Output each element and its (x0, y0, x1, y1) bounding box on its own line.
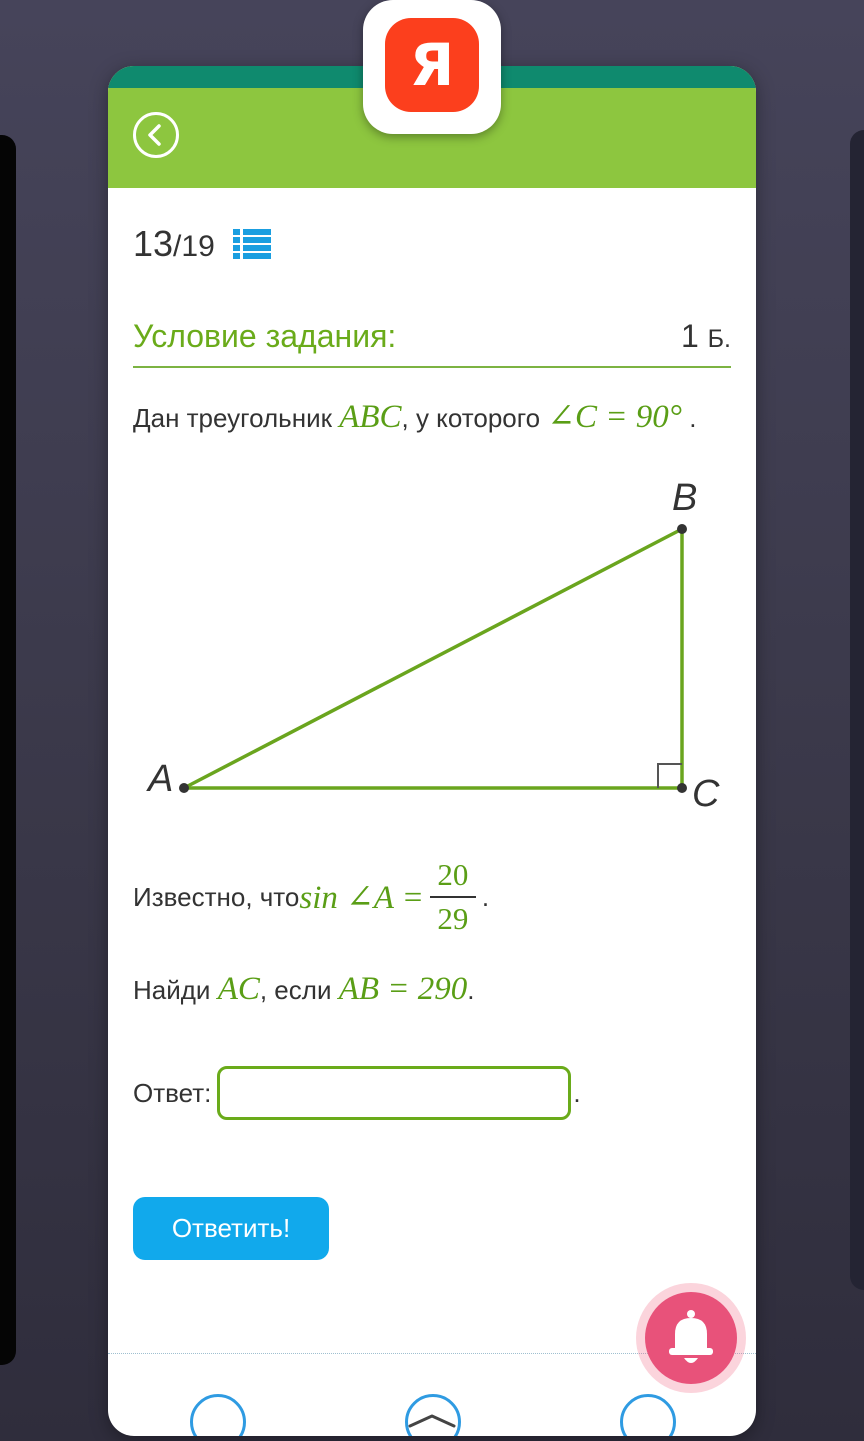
statement-text: Найди (133, 975, 218, 1005)
given-segment: AB = 290 (338, 971, 468, 1007)
sine-fraction (430, 856, 476, 938)
fraction-bar (430, 896, 476, 898)
bottom-nav (108, 1386, 756, 1436)
statement-text: . (681, 403, 697, 433)
angle-expression: ∠C = 90° (547, 399, 682, 435)
vertex-b-label: B (672, 477, 698, 519)
fraction-numerator: 20 (437, 857, 469, 892)
vertex-a-dot (179, 783, 189, 793)
triangle-name: ABC (339, 399, 402, 435)
task-points-value: 1 (680, 318, 699, 354)
triangle-figure (108, 466, 756, 826)
side-card-left[interactable] (0, 135, 16, 1365)
answer-suffix: . (573, 1077, 581, 1108)
list-icon[interactable] (233, 227, 271, 261)
side-card-right[interactable] (850, 130, 864, 1290)
question-line (133, 971, 475, 1008)
back-icon (136, 115, 176, 155)
fraction-denominator: 29 (437, 901, 469, 936)
task-condition-header (133, 312, 731, 368)
task-counter-text (133, 223, 215, 265)
app-launcher-icon[interactable] (363, 0, 501, 134)
notifications-button[interactable] (636, 1283, 746, 1393)
task-points (681, 318, 731, 355)
statement-text: , если (259, 975, 339, 1005)
task-condition-title: Условие задания: (133, 318, 397, 354)
statement-text: Известно, что (133, 881, 300, 912)
given-sine-line (133, 856, 489, 938)
task-statement-line (133, 396, 696, 436)
vertex-a-label: A (148, 758, 174, 800)
sine-expression: sin ∠A = (299, 880, 424, 916)
app-logo (385, 18, 479, 112)
submit-answer-button[interactable]: Ответить! (133, 1197, 329, 1260)
task-counter (133, 224, 271, 264)
vertex-b-dot (677, 524, 687, 534)
right-angle-mark (658, 764, 682, 788)
statement-text: Дан треугольник (133, 403, 340, 433)
statement-text: . (481, 881, 490, 912)
app-logo-letter: Я (409, 31, 455, 99)
vertex-c-dot (677, 783, 687, 793)
statement-text: , у которого (401, 403, 548, 433)
task-points-unit: Б. (707, 325, 731, 353)
task-current: 13 (133, 223, 174, 264)
nav-button-right[interactable] (620, 1394, 676, 1436)
app-window-card[interactable] (108, 66, 756, 1436)
task-total: /19 (173, 230, 215, 263)
target-segment: AC (217, 971, 260, 1007)
statement-text: . (467, 975, 475, 1005)
bell-icon (645, 1292, 737, 1384)
vertex-c-label: C (692, 773, 720, 815)
answer-input[interactable] (217, 1066, 571, 1120)
answer-row (133, 1066, 581, 1120)
back-button[interactable] (133, 112, 179, 158)
side-ab (184, 529, 682, 788)
answer-label: Ответ: (133, 1077, 212, 1108)
notifications-button-inner (645, 1292, 737, 1384)
chevron-up-icon[interactable] (406, 1410, 458, 1430)
nav-button-left[interactable] (190, 1394, 246, 1436)
